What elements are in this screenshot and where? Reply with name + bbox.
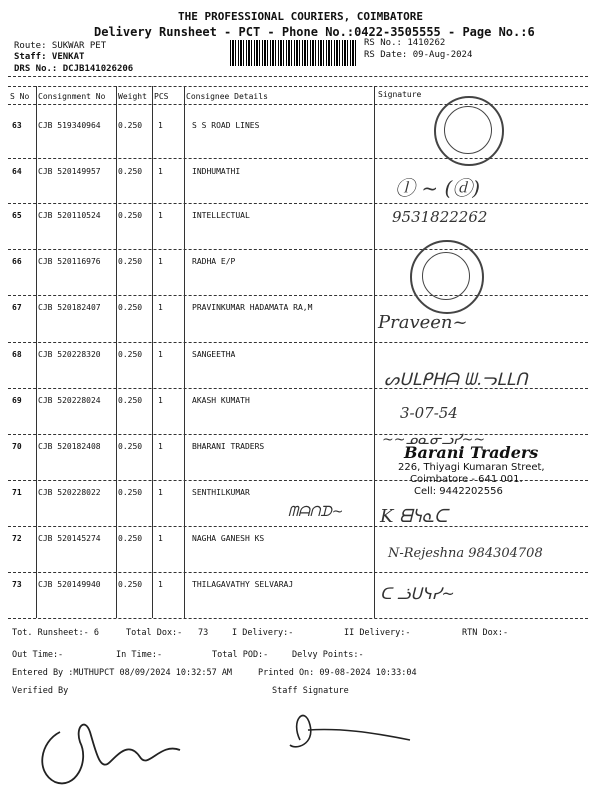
signature-scribble-70: ~~ᓄᓇᓂᓗᓯ~~	[382, 432, 486, 448]
barcode	[230, 40, 358, 66]
col-header-consignee: Consignee Details	[186, 92, 268, 101]
col-header-signature: Signature	[378, 90, 422, 99]
row-consignment-no: CJB 520149940	[38, 580, 101, 589]
row-pcs: 1	[158, 350, 163, 359]
staff-signature-label: Staff Signature	[272, 686, 349, 696]
row-sno: 72	[12, 534, 22, 543]
row-weight: 0.250	[118, 303, 143, 312]
handwritten-phone-65: 9531822262	[392, 208, 488, 226]
table-divider	[8, 295, 588, 296]
route: Route: SUKWAR PET	[14, 41, 107, 51]
row-sno: 66	[12, 257, 22, 266]
barani-traders-stamp-name: Barani Traders	[404, 443, 539, 462]
company-name: THE PROFESSIONAL COURIERS, COIMBATORE	[178, 10, 424, 23]
handwritten-date-69: 3-07-54	[400, 404, 458, 422]
row-pcs: 1	[158, 396, 163, 405]
row-weight: 0.250	[118, 257, 143, 266]
row-consignment-no: CJB 520182407	[38, 303, 101, 312]
total-dox-label: Total Dox:-	[126, 628, 183, 638]
column-separator	[184, 86, 185, 618]
row-consignment-no: CJB 520182408	[38, 442, 101, 451]
row-consignee: SANGEETHA	[192, 350, 236, 359]
row-sno: 69	[12, 396, 22, 405]
out-time: Out Time:-	[12, 650, 64, 660]
delivery-points: Delvy Points:-	[292, 650, 364, 660]
row-consignee: S S ROAD LINES	[192, 121, 260, 130]
row-consignment-no: CJB 520149957	[38, 167, 101, 176]
column-separator	[116, 86, 117, 618]
row-sno: 70	[12, 442, 22, 451]
table-divider	[8, 618, 588, 619]
column-separator	[152, 86, 153, 618]
row-consignee: INTELLECTUAL	[192, 211, 250, 220]
row-weight: 0.250	[118, 396, 143, 405]
row-weight: 0.250	[118, 121, 143, 130]
row-consignee: THILAGAVATHY SELVARAJ	[192, 580, 294, 589]
row-sno: 65	[12, 211, 22, 220]
row-pcs: 1	[158, 534, 163, 543]
i-delivery: I Delivery:-	[232, 628, 294, 638]
row-sno: 68	[12, 350, 22, 359]
row-pcs: 1	[158, 211, 163, 220]
in-time: In Time:-	[116, 650, 163, 660]
verifier-signature	[30, 702, 190, 792]
row-consignment-no: CJB 519340964	[38, 121, 101, 130]
row-sno: 73	[12, 580, 22, 589]
runsheet-title: Delivery Runsheet - PCT - Phone No.:0422-3505555 - Page No.:6	[94, 25, 535, 39]
row-weight: 0.250	[118, 488, 143, 497]
table-divider	[8, 203, 588, 204]
total-pod: Total POD:-	[212, 650, 269, 660]
row-sno: 71	[12, 488, 22, 497]
table-divider	[8, 434, 588, 435]
col-header-pcs: PCS	[154, 92, 169, 101]
row-sno: 67	[12, 303, 22, 312]
row-consignee: SENTHILKUMAR	[192, 488, 250, 497]
signature-scribble-68: ᔕᑌᒪᑭᕼᗩ ᗯ.ᓓᒪᒪᑎ	[384, 370, 528, 390]
row-consignee: AKASH KUMATH	[192, 396, 250, 405]
signature-scribble-73: ᑕ ᓘᑌᓭᓯ~	[380, 584, 455, 603]
row-sno: 64	[12, 167, 22, 176]
row-pcs: 1	[158, 488, 163, 497]
row-weight: 0.250	[118, 350, 143, 359]
row-consignee: PRAVINKUMAR HADAMATA RA,M	[192, 303, 313, 312]
row-pcs: 1	[158, 580, 163, 589]
row-weight: 0.250	[118, 442, 143, 451]
row-weight: 0.250	[118, 167, 143, 176]
row-weight: 0.250	[118, 534, 143, 543]
signature-scribble-67: Praveen~	[378, 312, 468, 333]
table-divider	[8, 104, 588, 105]
row-consignment-no: CJB 520228320	[38, 350, 101, 359]
row-consignment-no: CJB 520228024	[38, 396, 101, 405]
signature-scribble-71b: K ᗺᓭᓇᑕ	[380, 506, 448, 527]
row-sno: 63	[12, 121, 22, 130]
barani-traders-stamp-cell: Cell: 9442202556	[414, 486, 503, 497]
row-consignee: INDHUMATHI	[192, 167, 241, 176]
table-divider	[8, 158, 588, 159]
row-pcs: 1	[158, 257, 163, 266]
col-header-weight: Weight	[118, 92, 147, 101]
company-seal-stamp	[434, 96, 504, 166]
table-divider	[8, 526, 588, 527]
barani-traders-stamp-address1: 226, Thiyagi Kumaran Street,	[398, 462, 545, 473]
total-runsheet: Tot. Runsheet:- 6	[12, 628, 99, 638]
row-pcs: 1	[158, 121, 163, 130]
staff-signature	[260, 700, 420, 770]
signature-scribble-71a: ᗰᗩᑎᗪ~	[288, 504, 344, 520]
rs-number: RS No.: 1410262	[364, 38, 446, 48]
rs-date: RS Date: 09-Aug-2024	[364, 50, 473, 60]
handwritten-phone-72: N-Rejeshna 984304708	[388, 546, 543, 561]
signature-scribble-64: ⓛ ~ (ⓓ)	[395, 176, 481, 200]
ii-delivery: II Delivery:-	[344, 628, 411, 638]
row-pcs: 1	[158, 167, 163, 176]
row-weight: 0.250	[118, 211, 143, 220]
table-divider	[8, 342, 588, 343]
table-divider	[8, 572, 588, 573]
col-header-sno: S No	[10, 92, 30, 101]
barani-traders-stamp-address2: Coimbatore - 641 001.	[410, 474, 523, 485]
row-weight: 0.250	[118, 580, 143, 589]
row-pcs: 1	[158, 442, 163, 451]
row-consignment-no: CJB 520228022	[38, 488, 101, 497]
total-dox-value: 73	[198, 628, 209, 638]
column-separator	[36, 86, 37, 618]
row-consignment-no: CJB 520145274	[38, 534, 101, 543]
staff: Staff: VENKAT	[14, 52, 85, 62]
row-consignment-no: CJB 520116976	[38, 257, 101, 266]
row-consignee: RADHA E/P	[192, 257, 236, 266]
rtn-dox: RTN Dox:-	[462, 628, 509, 638]
column-separator	[374, 86, 375, 618]
drs-number: DRS No.: DCJB141026206	[14, 64, 134, 74]
row-consignee: NAGHA GANESH KS	[192, 534, 265, 543]
row-consignment-no: CJB 520110524	[38, 211, 101, 220]
row-pcs: 1	[158, 303, 163, 312]
radha-enterprises-stamp	[410, 240, 484, 314]
table-divider	[8, 76, 588, 77]
verified-by-label: Verified By	[12, 686, 69, 696]
table-divider	[8, 86, 588, 87]
col-header-consignment: Consignment No	[38, 92, 106, 101]
row-consignee: BHARANI TRADERS	[192, 442, 265, 451]
printed-on: Printed On: 09-08-2024 10:33:04	[258, 668, 417, 678]
entered-by: Entered By :MUTHUPCT 08/09/2024 10:32:57 AM	[12, 668, 233, 678]
table-divider	[8, 249, 588, 250]
